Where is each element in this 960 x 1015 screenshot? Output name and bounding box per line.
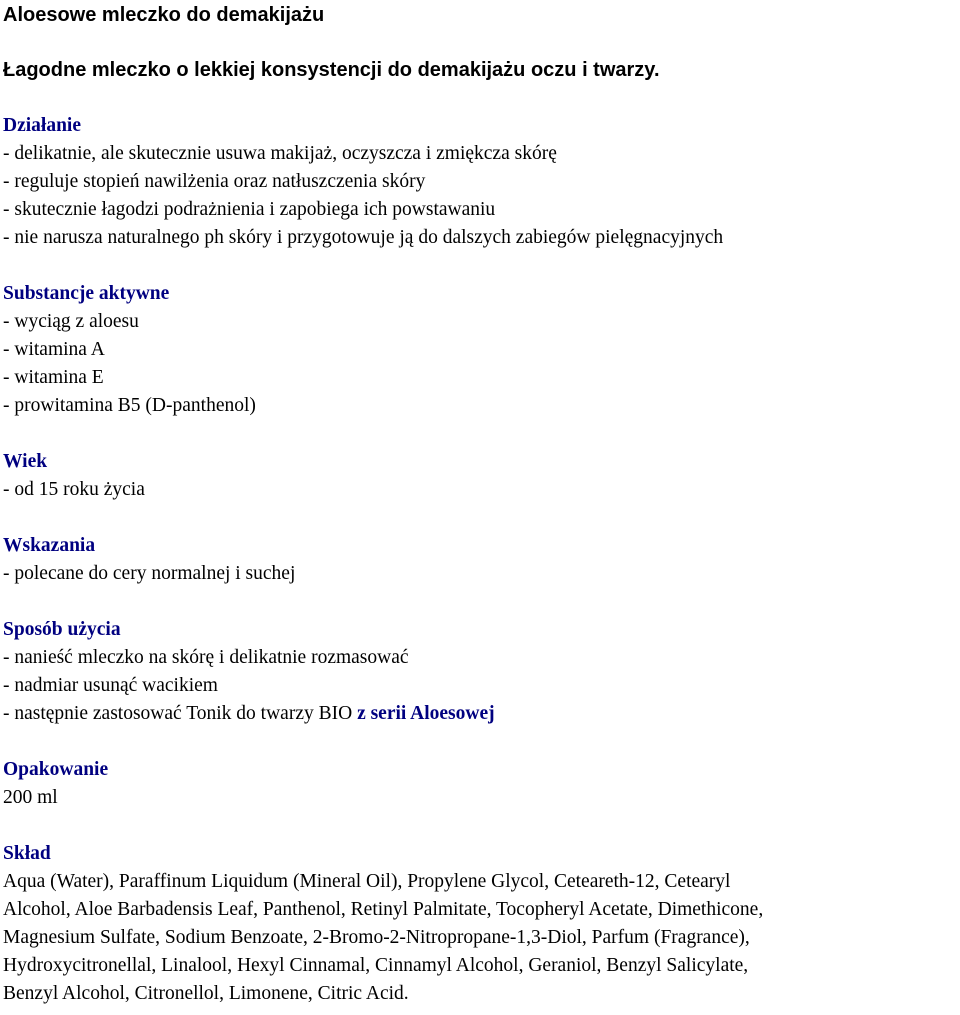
section-substancje-aktywne [3,280,958,420]
section-dzialanie [3,112,958,252]
section-heading: Działanie [3,115,81,136]
section-heading: Sposób użycia [3,619,121,640]
list-item: - nanieść mleczko na skórę i delikatnie rozmasować [3,647,409,668]
list-item: - wyciąg z aloesu [3,311,139,332]
list-item: - reguluje stopień nawilżenia oraz natłuszczenia skóry [3,171,426,192]
ingredients-line: Magnesium Sulfate, Sodium Benzoate, 2-Bromo-2-Nitropropane-1,3-Diol, Parfum (Fragrance), [3,927,750,948]
ingredients-line: Hydroxycitronellal, Linalool, Hexyl Cinnamal, Cinnamyl Alcohol, Geraniol, Benzyl Salicylate, [3,955,749,976]
list-item: - nadmiar usunąć wacikiem [3,675,218,696]
section-opakowanie [3,756,958,812]
section-heading: Wskazania [3,535,96,556]
list-item [3,700,958,728]
package-size: 200 ml [3,787,58,808]
product-document [3,0,958,1008]
section-wskazania [3,532,958,588]
list-item: - delikatnie, ale skutecznie usuwa makijaż, oczyszcza i zmiękcza skórę [3,143,557,164]
list-item: - nie narusza naturalnego ph skóry i przygotowuje ją do dalszych zabiegów pielęgnacyjnych [3,227,724,248]
product-subtitle: Łagodne mleczko o lekkiej konsystencji do demakijażu oczu i twarzy. [3,59,660,81]
list-item: - prowitamina B5 (D-panthenol) [3,395,256,416]
list-item: - od 15 roku życia [3,479,145,500]
section-sposob-uzycia [3,616,958,728]
section-heading: Substancje aktywne [3,283,170,304]
section-heading: Wiek [3,451,48,472]
list-item: - witamina E [3,367,104,388]
section-sklad [3,840,958,1008]
section-heading: Skład [3,843,51,864]
section-wiek [3,448,958,504]
list-item-text: - następnie zastosować Tonik do twarzy BIO [3,703,358,724]
list-item: - skutecznie łagodzi podrażnienia i zapobiega ich powstawaniu [3,199,496,220]
list-item: - witamina A [3,339,105,360]
product-title: Aloesowe mleczko do demakijażu [3,4,325,26]
ingredients-line: Aqua (Water), Paraffinum Liquidum (Mineral Oil), Propylene Glycol, Ceteareth-12, Cetearyl [3,871,731,892]
ingredients-line: Benzyl Alcohol, Citronellol, Limonene, Citric Acid. [3,983,409,1004]
list-item: - polecane do cery normalnej i suchej [3,563,296,584]
section-heading: Opakowanie [3,759,109,780]
series-name: z serii Aloesowej [357,703,495,724]
ingredients-line: Alcohol, Aloe Barbadensis Leaf, Panthenol, Retinyl Palmitate, Tocopheryl Acetate, Dimethicone, [3,899,764,920]
